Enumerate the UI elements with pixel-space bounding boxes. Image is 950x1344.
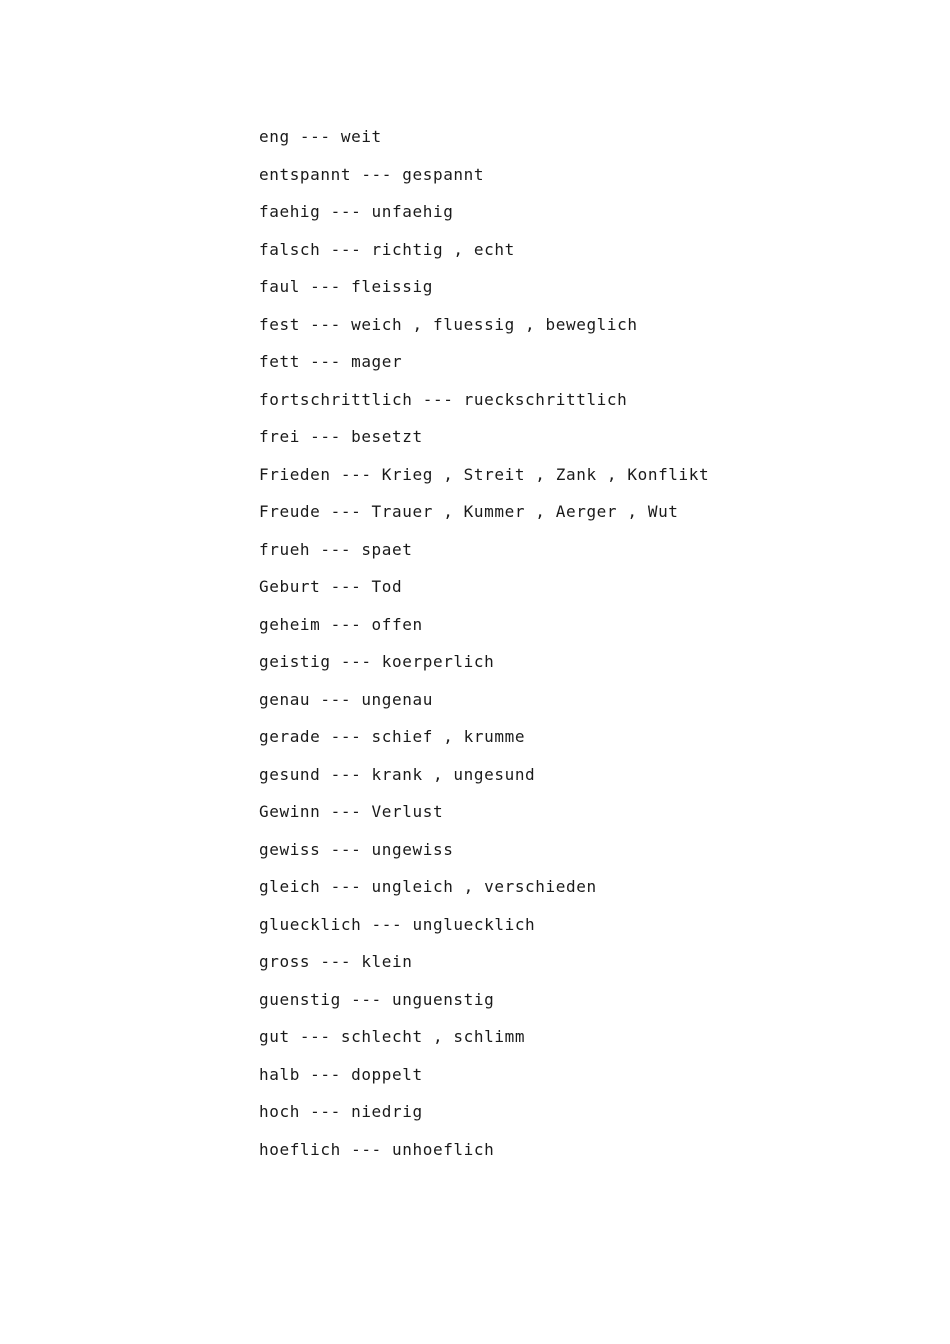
antonym-line: geistig --- koerperlich xyxy=(259,652,495,671)
antonym-line: gross --- klein xyxy=(259,952,413,971)
antonym-line: frueh --- spaet xyxy=(259,539,413,559)
antonym-line: fest --- weich , fluessig , beweglich xyxy=(259,314,638,334)
antonym-line: fortschrittlich --- rueckschrittlich xyxy=(259,389,628,409)
antonym-line: falsch --- richtig , echt xyxy=(259,239,515,259)
antonym-line: gluecklich --- ungluecklich xyxy=(259,914,536,934)
antonym-line: Gewinn --- Verlust xyxy=(259,802,444,821)
antonym-line: frei --- besetzt xyxy=(259,427,423,446)
antonym-line: fett --- mager xyxy=(259,352,403,371)
antonym-line: gerade --- schief , krumme xyxy=(259,727,526,746)
antonym-line: Freude --- Trauer , Kummer , Aerger , Wut xyxy=(259,502,679,521)
antonym-line: Frieden --- Krieg , Streit , Zank , Konflikt xyxy=(259,464,710,484)
antonym-line: faul --- fleissig xyxy=(259,277,433,296)
antonym-line: gewiss --- ungewiss xyxy=(259,839,454,859)
antonym-line: halb --- doppelt xyxy=(259,1064,423,1084)
antonym-line: geheim --- offen xyxy=(259,614,423,634)
antonym-line: guenstig --- unguenstig xyxy=(259,989,495,1009)
antonym-line: gut --- schlecht , schlimm xyxy=(259,1027,526,1046)
antonym-list xyxy=(259,124,709,1174)
antonym-line: faehig --- unfaehig xyxy=(259,202,454,221)
antonym-line: hoeflich --- unhoeflich xyxy=(259,1139,495,1159)
antonym-line: Geburt --- Tod xyxy=(259,577,403,596)
antonym-line: eng --- weit xyxy=(259,127,382,146)
antonym-line: hoch --- niedrig xyxy=(259,1102,423,1121)
antonym-line: gleich --- ungleich , verschieden xyxy=(259,877,597,896)
antonym-line: entspannt --- gespannt xyxy=(259,164,485,184)
antonym-line: genau --- ungenau xyxy=(259,689,433,709)
antonym-line: gesund --- krank , ungesund xyxy=(259,764,536,784)
